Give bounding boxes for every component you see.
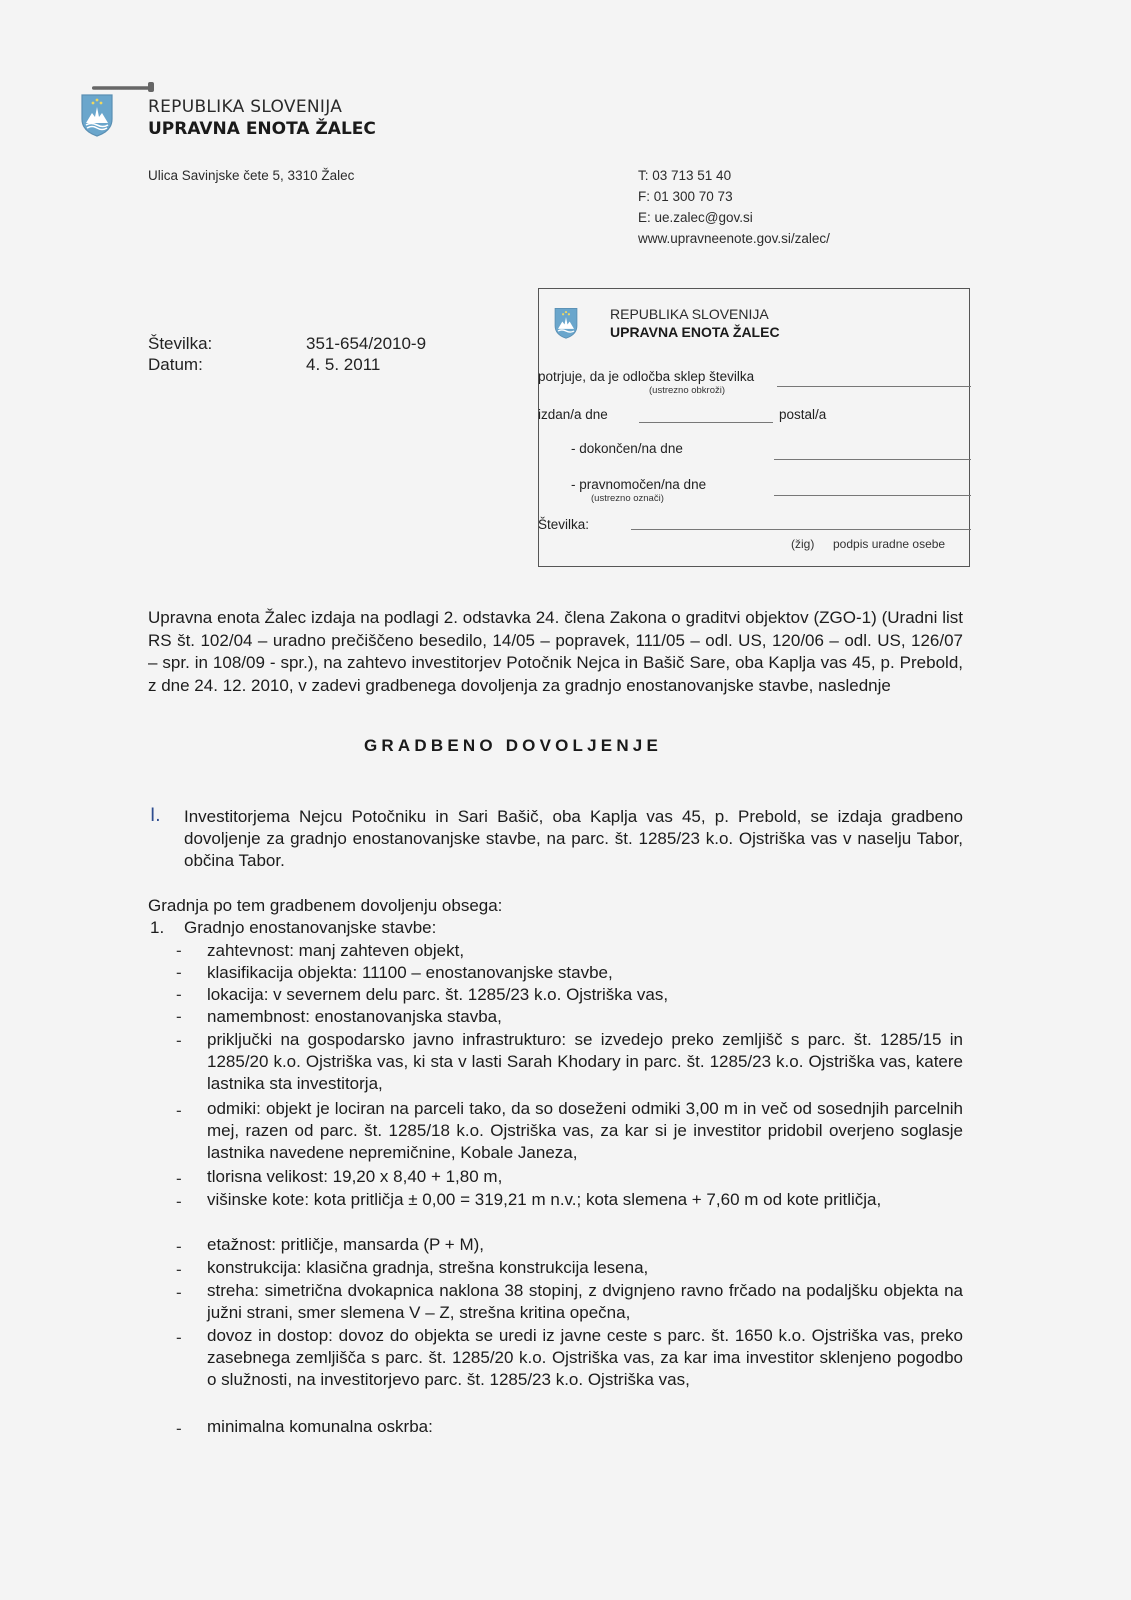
bullet-marker: -: [176, 963, 182, 982]
contact-fax: F: 01 300 70 73: [638, 189, 733, 204]
stamp-became-label: postal/a: [779, 407, 827, 422]
contact-email: E: ue.zalec@gov.si: [638, 210, 753, 225]
bullet-marker: -: [176, 1101, 182, 1120]
document-title: GRADBENO DOVOLJENJE: [364, 736, 663, 755]
bullet-marker: -: [176, 985, 182, 1004]
bullet-utilities: minimalna komunalna oskrba:: [207, 1417, 433, 1436]
number-value: 351-654/2010-9: [306, 334, 427, 353]
stamp-coat-of-arms-icon: [553, 307, 579, 344]
bullet-classification: klasifikacija objekta: 11100 – enostanovanjske stavbe,: [207, 963, 613, 982]
bullet-marker: -: [176, 1283, 182, 1302]
stamp-final-label: - dokončen/na dne: [571, 441, 683, 456]
stamp-confirms-note: (ustrezno obkroži): [649, 385, 726, 396]
bullet-marker: -: [176, 1192, 182, 1211]
stamp-number-label: Številka:: [538, 517, 590, 532]
stamp-confirms: potrjuje, da je odločba sklep številka: [538, 369, 755, 384]
letterhead-office: UPRAVNA ENOTA ŽALEC: [148, 119, 376, 139]
document-meta: [148, 333, 426, 375]
bullet-setbacks: odmiki: objekt je lociran na parceli tako, da so doseženi odmiki 3,00 m in več od sosednjih parcelnih mej, razen od parc. št. 1285/18 k.o. Ojstriška vas, za kar si je investitor pridobil overjeno soglasje lastnika navedene nepremičnine, Kobale Janeza,: [207, 1099, 963, 1162]
bullet-elevations: višinske kote: kota pritličja ± 0,00 = 319,21 m n.v.; kota slemena + 7,60 m od kote pritličja,: [207, 1190, 882, 1209]
section-i-text: Investitorjema Nejcu Potočniku in Sari Bašič, oba Kaplja vas 45, p. Prebold, se izdaja gradbeno dovoljenje za gradnjo enostanovanjske stavbe, na parc. št. 1285/23 k.o. Ojstriška vas v naselju Tabor, občina Tabor.: [184, 807, 963, 870]
date-value: 4. 5. 2011: [306, 355, 381, 374]
letterhead-country: REPUBLIKA SLOVENIJA: [148, 97, 343, 117]
issued-date-line: [639, 422, 773, 423]
contact-phone: T: 03 713 51 40: [638, 168, 732, 183]
bullet-storeys: etažnost: pritličje, mansarda (P + M),: [207, 1235, 484, 1254]
intro-paragraph: Upravna enota Žalec izdaja na podlagi 2. odstavka 24. člena Zakona o graditvi objektov (ZGO-1) (Uradni list RS št. 102/04 – uradno prečiščeno besedilo, 14/05 – popravek, 111/05 – odl. US, 120/06 – odl. US, 126/07 – spr. in 108/09 - spr.), na zahtevo investitorjev Potočnik Nejca in Bašič Sare, oba Kaplja vas 45, p. Prebold, z dne 24. 12. 2010, v zadevi gradbenega dovoljenja za gradnjo enostanovanjske stavbe, naslednje: [148, 608, 963, 695]
scope-heading: Gradnja po tem gradbenem dovoljenju obsega:: [148, 896, 503, 915]
section-i-numeral: I.: [150, 805, 161, 826]
stamp-legal-note: (ustrezno označi): [591, 493, 664, 504]
letterhead-address: Ulica Savinjske čete 5, 3310 Žalec: [148, 168, 355, 183]
decision-number-line: [777, 386, 971, 387]
bullet-marker: -: [176, 1419, 182, 1438]
coat-of-arms-icon: [80, 93, 114, 137]
date-label: Datum:: [148, 355, 203, 374]
stamp-signature: podpis uradne osebe: [833, 537, 946, 551]
bullet-access: dovoz in dostop: dovoz do objekta se uredi iz javne ceste s parc. št. 1650 k.o. Ojstriška vas, preko zasebnega zemljišča s parc. št. 1285/20 k.o. Ojstriška vas, za kar ima investitor sklenjeno pogodbo o služnosti, na investitorjevo parc. št. 1285/23 k.o. Ojstriška vas,: [207, 1326, 963, 1389]
bullet-purpose: namembnost: enostanovanjska stavba,: [207, 1007, 502, 1026]
bullet-marker: -: [176, 1169, 182, 1188]
bullet-complexity: zahtevnost: manj zahteven objekt,: [207, 941, 465, 960]
bullet-roof: streha: simetrična dvokapnica naklona 38 stopinj, z dvignjeno ravno frčado na podaljšku objekta na južni strani, smer slemena V – Z, strešna kritina opečna,: [207, 1281, 963, 1322]
contact-block: [638, 165, 830, 249]
staple: [92, 86, 152, 90]
bullet-connections: priključki na gospodarsko javno infrastrukturo: se izvedejo preko zemljišč s parc. št. 1285/15 in 1285/20 k.o. Ojstriška vas, ki sta v lasti Sarah Khodary in parc. št. 1285/23 k.o. Ojstriška vas, katere lastnika sta investitorja,: [207, 1030, 963, 1093]
contact-web: www.upravneenote.gov.si/zalec/: [638, 231, 830, 246]
stamp-legal-label: - pravnomočen/na dne: [571, 477, 707, 492]
finality-stamp-box: [538, 288, 970, 567]
bullet-marker: -: [176, 1007, 182, 1026]
bullet-floor-size: tlorisna velikost: 19,20 x 8,40 + 1,80 m,: [207, 1167, 503, 1186]
bullet-marker: -: [176, 1260, 182, 1279]
stamp-number-line: [631, 529, 971, 530]
bullet-construction: konstrukcija: klasična gradnja, strešna konstrukcija lesena,: [207, 1258, 649, 1277]
bullet-location: lokacija: v severnem delu parc. št. 1285/23 k.o. Ojstriška vas,: [207, 985, 669, 1004]
scope-item-label: Gradnjo enostanovanjske stavbe:: [184, 918, 437, 937]
stamp-office: UPRAVNA ENOTA ŽALEC: [610, 324, 780, 340]
stamp-seal: (žig): [791, 537, 815, 551]
scope-item-number: 1.: [150, 918, 165, 937]
final-date-line: [774, 459, 971, 460]
bullet-marker: -: [176, 1237, 182, 1256]
stamp-issued-label: izdan/a dne: [538, 407, 608, 422]
bullet-marker: -: [176, 1328, 182, 1347]
bullet-marker: -: [176, 1031, 182, 1050]
staple-end: [148, 82, 154, 92]
bullet-marker: -: [176, 941, 182, 960]
number-label: Številka:: [148, 334, 213, 353]
stamp-country: REPUBLIKA SLOVENIJA: [610, 306, 769, 322]
legal-date-line: [774, 495, 971, 496]
